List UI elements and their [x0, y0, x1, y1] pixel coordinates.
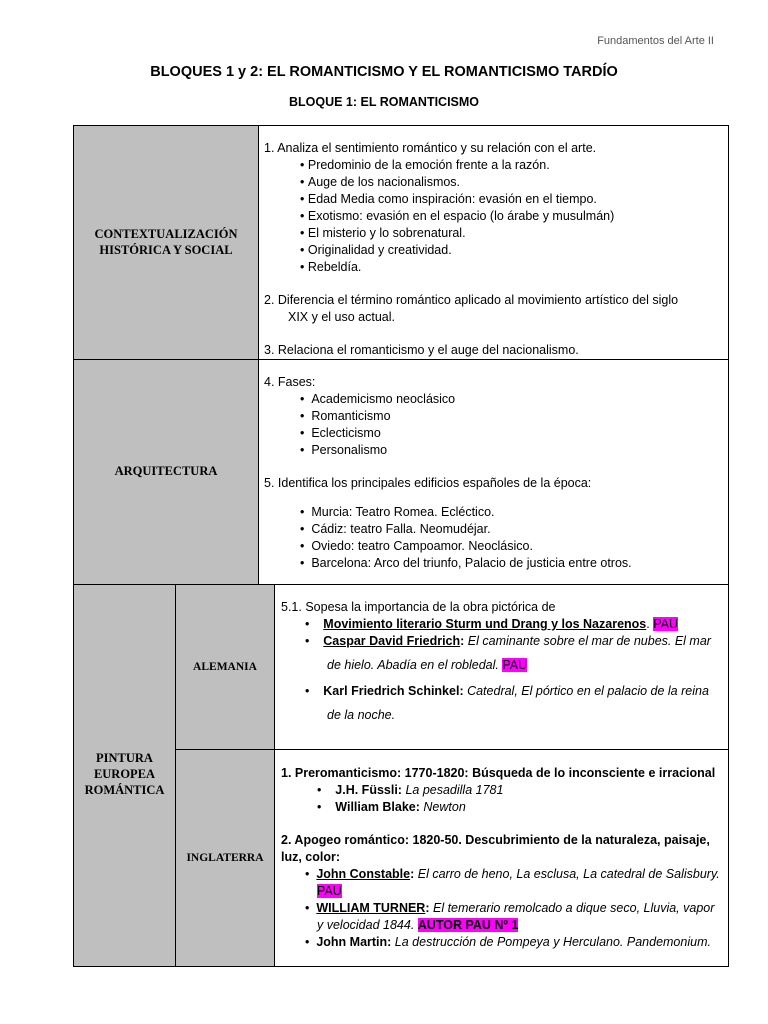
arch-item-4: 4. Fases: — [264, 375, 316, 389]
context-label: CONTEXTUALIZACIÓN HISTÓRICA Y SOCIAL — [94, 227, 238, 257]
germany-label: ALEMANIA — [193, 661, 257, 673]
list-item-cont: de la noche. — [327, 708, 396, 722]
arch-item-5: 5. Identifica los principales edificios españoles de la época: — [264, 476, 592, 490]
list-item-cont — [317, 883, 342, 900]
pau-badge: AUTOR PAU Nº 1 — [417, 918, 519, 932]
list-item: • WILLIAM TURNER: El temerario remolcado a dique seco, Lluvia, vapor — [305, 901, 715, 915]
context-item-3: 3. Relaciona el romanticismo y el auge del nacionalismo. — [264, 343, 579, 357]
list-item: • Auge de los nacionalismos. — [300, 175, 461, 189]
list-item: • Exotismo: evasión en el espacio (lo árabe y musulmán) — [300, 209, 615, 223]
painting-label: PINTURA EUROPEA ROMÁNTICA — [84, 751, 165, 797]
list-item: • El misterio y lo sobrenatural. — [300, 226, 466, 240]
england-period-1: 1. Preromanticismo: 1770-1820: Búsqueda de lo inconsciente e irracional — [281, 766, 716, 780]
list-item: • Personalismo — [300, 443, 388, 457]
germany-intro: 5.1. Sopesa la importancia de la obra pictórica de — [281, 600, 556, 614]
list-item: • Eclecticismo — [300, 426, 381, 440]
list-item: • Predominio de la emoción frente a la razón. — [300, 158, 550, 172]
list-item: • Movimiento literario Sturm und Drang y los Nazarenos. PAU — [305, 617, 679, 631]
block-subtitle: BLOQUE 1: EL ROMANTICISMO — [288, 95, 480, 109]
list-item: • John Martin: La destrucción de Pompeya y Herculano. Pandemonium. — [305, 935, 711, 949]
list-item: • Caspar David Friedrich: El caminante sobre el mar de nubes. El mar — [305, 634, 711, 648]
document-title: BLOQUES 1 y 2: EL ROMANTICISMO Y EL ROMANTICISMO TARDÍO — [150, 64, 618, 80]
context-item-1: 1. Analiza el sentimiento romántico y su relación con el arte. — [264, 141, 597, 155]
document-header: Fundamentos del Arte II — [597, 35, 714, 47]
list-item: • William Blake: Newton — [317, 800, 466, 814]
list-item-cont: y velocidad 1844. AUTOR PAU Nº 1 — [317, 918, 519, 932]
list-item: • J.H. Füssli: La pesadilla 1781 — [317, 783, 504, 797]
list-item: • Karl Friedrich Schinkel: Catedral, El pórtico en el palacio de la reina — [305, 684, 709, 698]
england-period-2: 2. Apogeo romántico: 1820-50. Descubrimiento de la naturaleza, paisaje, — [281, 833, 710, 847]
list-item: • Originalidad y creatividad. — [300, 243, 452, 257]
england-period-2-cont: luz, color: — [281, 850, 341, 864]
england-label: INGLATERRA — [186, 852, 264, 864]
arch-label: ARQUITECTURA — [114, 464, 218, 478]
context-item-2: 2. Diferencia el término romántico aplicado al movimiento artístico del siglo — [264, 293, 679, 307]
list-item: • Barcelona: Arco del triunfo, Palacio de justicia entre otros. — [300, 556, 632, 570]
list-item: • Oviedo: teatro Campoamor. Neoclásico. — [300, 539, 533, 553]
context-item-2-cont: XIX y el uso actual. — [288, 310, 396, 324]
list-item: • Romanticismo — [300, 409, 391, 423]
list-item: • Murcia: Teatro Romea. Ecléctico. — [300, 505, 495, 519]
list-item-cont: de hielo. Abadía en el robledal. PAU — [327, 658, 528, 672]
pau-badge: PAU — [502, 658, 528, 672]
pau-badge: PAU — [317, 884, 342, 898]
list-item: • Rebeldía. — [300, 260, 362, 274]
list-item: • John Constable: El carro de heno, La esclusa, La catedral de Salisbury. — [305, 867, 720, 881]
list-item: • Academicismo neoclásico — [300, 392, 456, 406]
pau-badge: PAU — [653, 617, 679, 631]
list-item: • Edad Media como inspiración: evasión en el tiempo. — [300, 192, 597, 206]
list-item: • Cádiz: teatro Falla. Neomudéjar. — [300, 522, 491, 536]
